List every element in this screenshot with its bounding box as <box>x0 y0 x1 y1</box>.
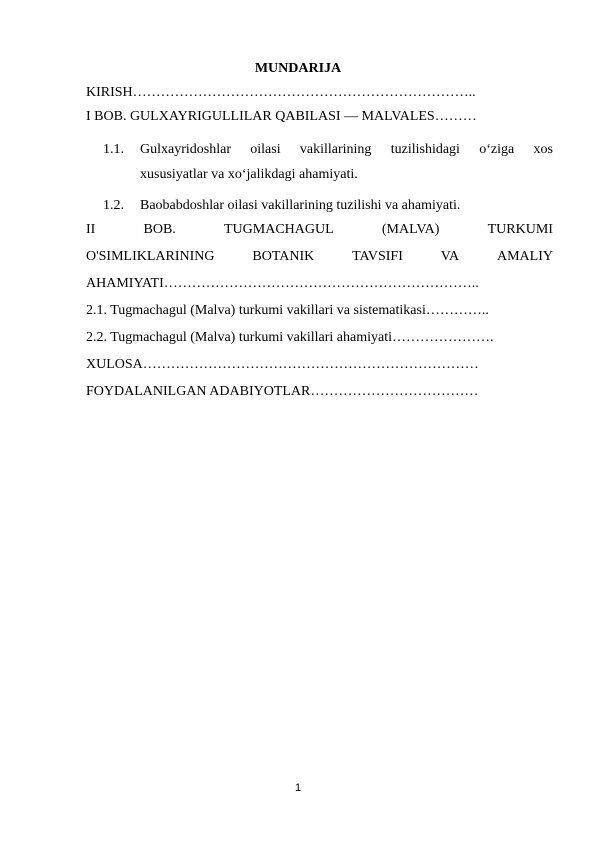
toc-word: TURKUMI <box>487 222 553 237</box>
toc-word: (MALVA) <box>381 222 440 237</box>
toc-word: BOTANIK <box>252 249 315 264</box>
toc-entry-chapter-2-line-3: AHAMIYATI………………………………………………………….. <box>86 276 479 291</box>
page-number: 1 <box>294 782 302 794</box>
toc-word: Gulxayridoshlar <box>140 142 231 157</box>
toc-entry-1-1-number: 1.1. <box>103 142 124 157</box>
toc-entry-1-1 <box>103 141 553 159</box>
toc-entry-1-1-line-2: xususiyatlar va xo‘jalikdagi ahamiyati. <box>140 167 358 182</box>
toc-entry-kirish: KIRISH……………………………………………………………….. <box>86 85 476 100</box>
toc-entry-2-2: 2.2. Tugmachagul (Malva) turkumi vakillari ahamiyati…………………. <box>86 330 494 345</box>
toc-title: MUNDARIJA <box>254 61 342 76</box>
toc-entry-1-2 <box>103 197 553 215</box>
toc-word: II <box>86 222 96 237</box>
toc-word: BOB. <box>143 222 176 237</box>
toc-word: xos <box>533 142 553 157</box>
toc-entry-chapter-2-line-2 <box>86 248 553 266</box>
toc-word: TAVSIFI <box>352 249 403 264</box>
toc-entry-xulosa: XULOSA……………………………………………………………… <box>86 357 479 372</box>
toc-word: VA <box>440 249 460 264</box>
toc-word: O'SIMLIKLARINING <box>86 249 215 264</box>
toc-word: TUGMACHAGUL <box>224 222 334 237</box>
toc-entry-chapter-2-line-1 <box>86 221 553 239</box>
toc-word: AMALIY <box>497 249 553 264</box>
toc-entry-chapter-1: I BOB. GULXAYRIGULLILAR QABILASI — MALVALES……… <box>86 109 477 124</box>
toc-word: vakillarining <box>299 142 372 157</box>
toc-entry-1-2-text: Baobabdoshlar oilasi vakillarining tuzilishi va ahamiyati. <box>140 198 461 213</box>
toc-entry-1-1-line-1 <box>140 141 553 159</box>
toc-entry-2-1: 2.1. Tugmachagul (Malva) turkumi vakillari va sistematikasi………….. <box>86 303 489 318</box>
toc-entry-1-2-number: 1.2. <box>103 198 124 213</box>
toc-word: o‘ziga <box>479 142 515 157</box>
toc-word: oilasi <box>250 142 281 157</box>
toc-entry-references: FOYDALANILGAN ADABIYOTLAR……………………………… <box>86 384 479 399</box>
toc-word: tuzilishidagi <box>390 142 460 157</box>
